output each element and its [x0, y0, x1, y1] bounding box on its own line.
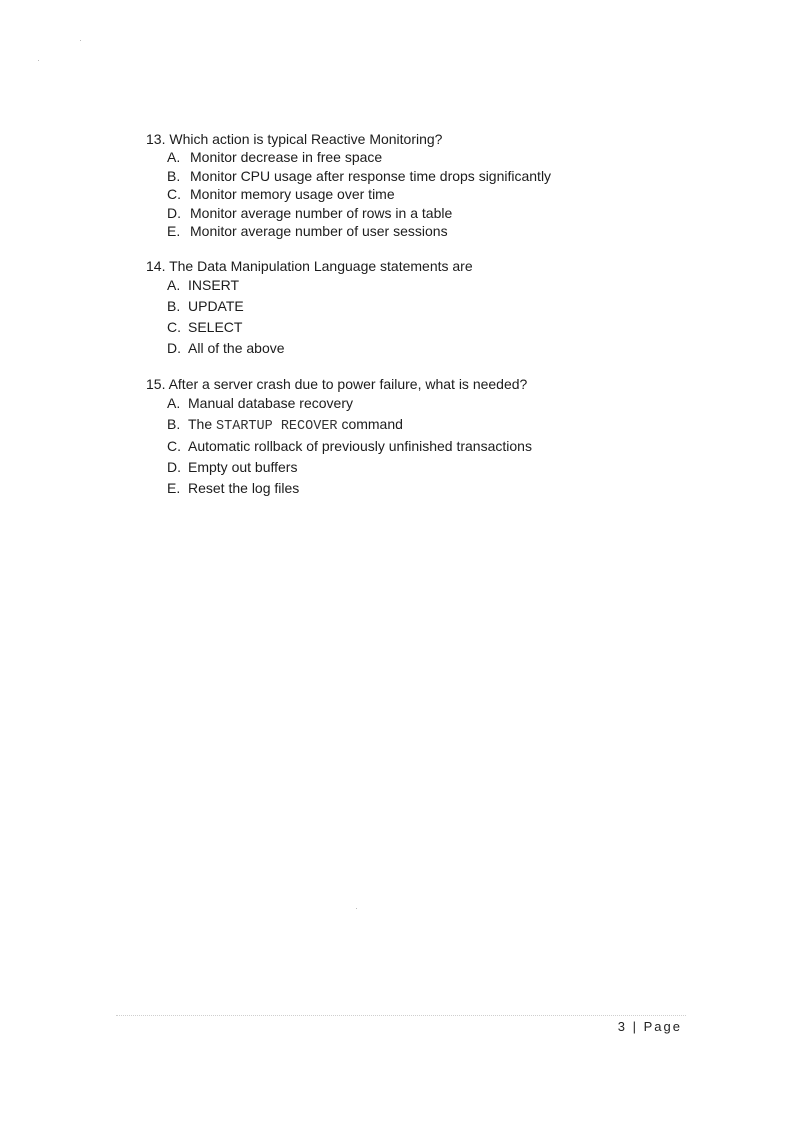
option-text: Reset the log files [188, 480, 300, 497]
question-14-option-d [146, 338, 706, 359]
option-text: UPDATE [188, 298, 244, 314]
option-letter: A. [167, 149, 181, 165]
scan-speck [38, 60, 39, 61]
page-number: 3 [617, 1019, 627, 1034]
question-13-option-a [146, 148, 706, 167]
option-text: SELECT [188, 319, 243, 335]
option-text: Monitor average number of user sessions [190, 223, 448, 239]
option-letter: D. [167, 204, 181, 221]
question-13-option-d [146, 204, 706, 223]
question-14-option-b [146, 296, 706, 317]
option-letter: C. [167, 437, 181, 454]
option-text: Monitor memory usage over time [190, 186, 395, 202]
option-text: Monitor decrease in free space [190, 149, 383, 165]
question-15-option-d [146, 457, 706, 478]
question-15-option-c [146, 436, 706, 457]
question-15-option-e [146, 478, 706, 499]
option-text: Monitor CPU usage after response time drops significantly [190, 167, 552, 184]
question-14-option-a [146, 275, 706, 296]
option-text: Monitor average number of rows in a table [190, 204, 453, 221]
option-letter: C. [167, 186, 181, 202]
option-letter: D. [167, 340, 181, 356]
option-letter: E. [167, 480, 181, 497]
question-13 [146, 130, 706, 241]
option-letter: A. [167, 395, 181, 411]
scan-speck [80, 40, 81, 41]
option-text: INSERT [188, 277, 240, 293]
option-text: Manual database recovery [188, 395, 353, 411]
option-text: Empty out buffers [188, 458, 298, 475]
option-letter: A. [167, 277, 181, 293]
question-15-option-a [146, 393, 706, 414]
option-letter: B. [167, 416, 181, 433]
question-13-option-b [146, 167, 706, 186]
page-label: Page [643, 1019, 682, 1034]
question-14-title: 14. The Data Manipulation Language statements are [146, 258, 473, 274]
footer-divider [116, 1015, 686, 1016]
option-text: Automatic rollback of previously unfinished transactions [188, 437, 532, 454]
footer-separator: | [632, 1019, 638, 1034]
question-13-option-e [146, 222, 706, 241]
option-letter: D. [167, 458, 181, 475]
question-15 [146, 375, 706, 499]
option-text [188, 414, 403, 437]
question-15-title: 15. After a server crash due to power failure, what is needed? [146, 376, 528, 392]
scan-speck [356, 908, 357, 909]
question-14 [146, 257, 706, 359]
option-code: STARTUP RECOVER [216, 419, 338, 435]
option-text: All of the above [188, 340, 285, 356]
option-letter: C. [167, 319, 181, 335]
option-text-before: The [188, 416, 213, 433]
question-14-option-c [146, 317, 706, 338]
page-footer [618, 1018, 682, 1036]
option-letter: E. [167, 223, 181, 239]
question-13-option-c [146, 185, 706, 204]
question-13-title: 13. Which action is typical Reactive Monitoring? [146, 131, 443, 147]
option-letter: B. [167, 167, 181, 184]
question-15-option-b [146, 414, 706, 435]
option-letter: B. [167, 298, 181, 314]
option-text-after: command [341, 416, 403, 433]
